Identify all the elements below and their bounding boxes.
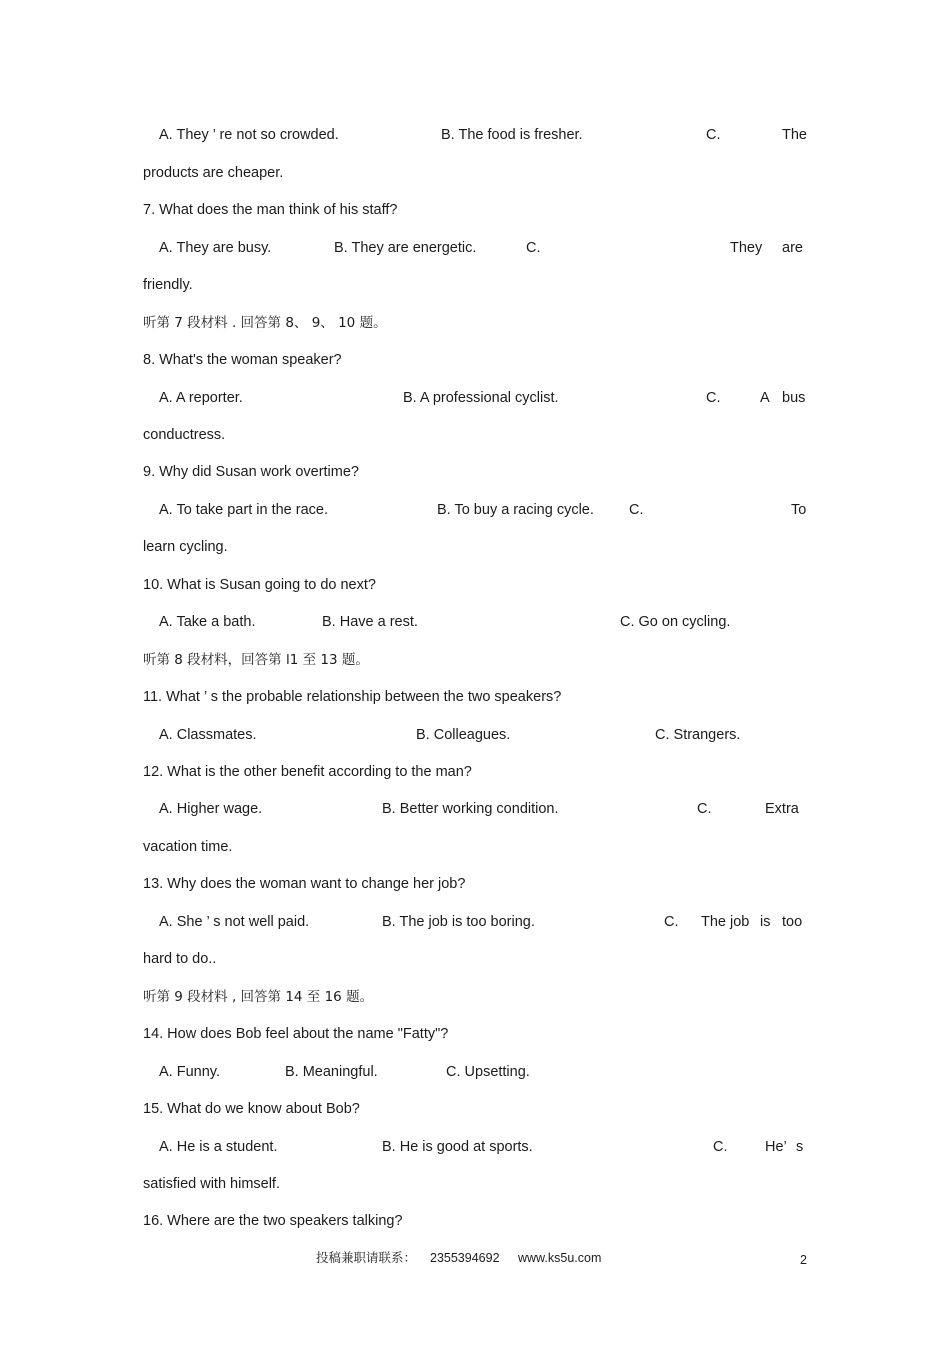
q14-option-a: A. Funny. <box>159 1064 220 1080</box>
q7-option-a: A. They are busy. <box>159 240 272 256</box>
section-8-heading: 听第 8 段材料，回答第 l1 至 13 题。 <box>143 652 369 668</box>
q15-option-c-word-1: He’ <box>765 1139 787 1155</box>
q7-option-c-label: C. <box>526 240 541 256</box>
q6-option-c-continuation: products are cheaper. <box>143 165 284 181</box>
q14-question: 14. How does Bob feel about the name "Fatty"? <box>143 1026 449 1042</box>
q11-option-b: B. Colleagues. <box>416 727 511 743</box>
q12-option-c-label: C. <box>697 801 712 817</box>
q15-option-c-label: C. <box>713 1139 728 1155</box>
q9-option-c-continuation: learn cycling. <box>143 539 228 555</box>
footer-phone: 2355394692 <box>430 1251 500 1265</box>
q9-option-c-text: To <box>791 502 807 518</box>
q16-question: 16. Where are the two speakers talking? <box>143 1213 403 1229</box>
q11-option-c: C. Strangers. <box>655 727 741 743</box>
q8-option-c-word-2: bus <box>782 390 806 406</box>
q13-option-c-label: C. <box>664 914 679 930</box>
q10-option-c: C. Go on cycling. <box>620 614 731 630</box>
q7-option-b: B. They are energetic. <box>334 240 477 256</box>
q9-option-b: B. To buy a racing cycle. <box>437 502 594 518</box>
q12-question: 12. What is the other benefit according to the man? <box>143 764 472 780</box>
q6-option-c-label: C. <box>706 127 721 143</box>
q15-option-c-continuation: satisfied with himself. <box>143 1176 280 1192</box>
section-7-heading: 听第 7 段材料 . 回答第 8、 9、 10 题。 <box>143 315 387 331</box>
q11-question: 11. What ’ s the probable relationship between the two speakers? <box>143 689 562 705</box>
q9-option-c-label: C. <box>629 502 644 518</box>
footer-website: www.ks5u.com <box>518 1251 602 1265</box>
q10-option-b: B. Have a rest. <box>322 614 418 630</box>
q13-option-c-word-2: is <box>760 914 771 930</box>
q8-option-c-word-1: A <box>760 390 770 406</box>
q8-option-b: B. A professional cyclist. <box>403 390 559 406</box>
q15-question: 15. What do we know about Bob? <box>143 1101 360 1117</box>
q15-option-c-word-2: s <box>796 1139 804 1155</box>
q13-option-c-word-3: too <box>782 914 803 930</box>
q15-option-a: A. He is a student. <box>159 1139 278 1155</box>
q9-question: 9. Why did Susan work overtime? <box>143 464 359 480</box>
q14-option-c: C. Upsetting. <box>446 1064 530 1080</box>
q7-option-c-continuation: friendly. <box>143 277 193 293</box>
q6-option-b: B. The food is fresher. <box>441 127 583 143</box>
q13-option-c-continuation: hard to do.. <box>143 951 217 967</box>
q13-option-c-word-1: The job <box>701 914 750 930</box>
q13-option-a: A. She ’ s not well paid. <box>159 914 310 930</box>
q8-question: 8. What's the woman speaker? <box>143 352 342 368</box>
q12-option-c-continuation: vacation time. <box>143 839 233 855</box>
section-9-heading: 听第 9 段材料 , 回答第 14 至 16 题。 <box>143 989 374 1005</box>
q8-option-c-continuation: conductress. <box>143 427 226 443</box>
q7-option-c-word-2: are <box>782 240 803 256</box>
footer-contact-label: 投稿兼职请联系： <box>316 1250 417 1265</box>
q8-option-a: A. A reporter. <box>159 390 243 406</box>
q13-option-b: B. The job is too boring. <box>382 914 535 930</box>
q7-question: 7. What does the man think of his staff? <box>143 202 398 218</box>
q11-option-a: A. Classmates. <box>159 727 257 743</box>
q10-option-a: A. Take a bath. <box>159 614 256 630</box>
q13-question: 13. Why does the woman want to change her job? <box>143 876 466 892</box>
q12-option-c-text: Extra <box>765 801 799 817</box>
q8-option-c-label: C. <box>706 390 721 406</box>
q6-option-c-text: The <box>782 127 807 143</box>
q7-option-c-word-1: They <box>730 240 763 256</box>
q10-question: 10. What is Susan going to do next? <box>143 577 376 593</box>
q6-option-a: A. They ’ re not so crowded. <box>159 127 339 143</box>
q15-option-b: B. He is good at sports. <box>382 1139 533 1155</box>
q12-option-a: A. Higher wage. <box>159 801 263 817</box>
q9-option-a: A. To take part in the race. <box>159 502 328 518</box>
q12-option-b: B. Better working condition. <box>382 801 559 817</box>
page-number: 2 <box>800 1253 807 1267</box>
q14-option-b: B. Meaningful. <box>285 1064 378 1080</box>
